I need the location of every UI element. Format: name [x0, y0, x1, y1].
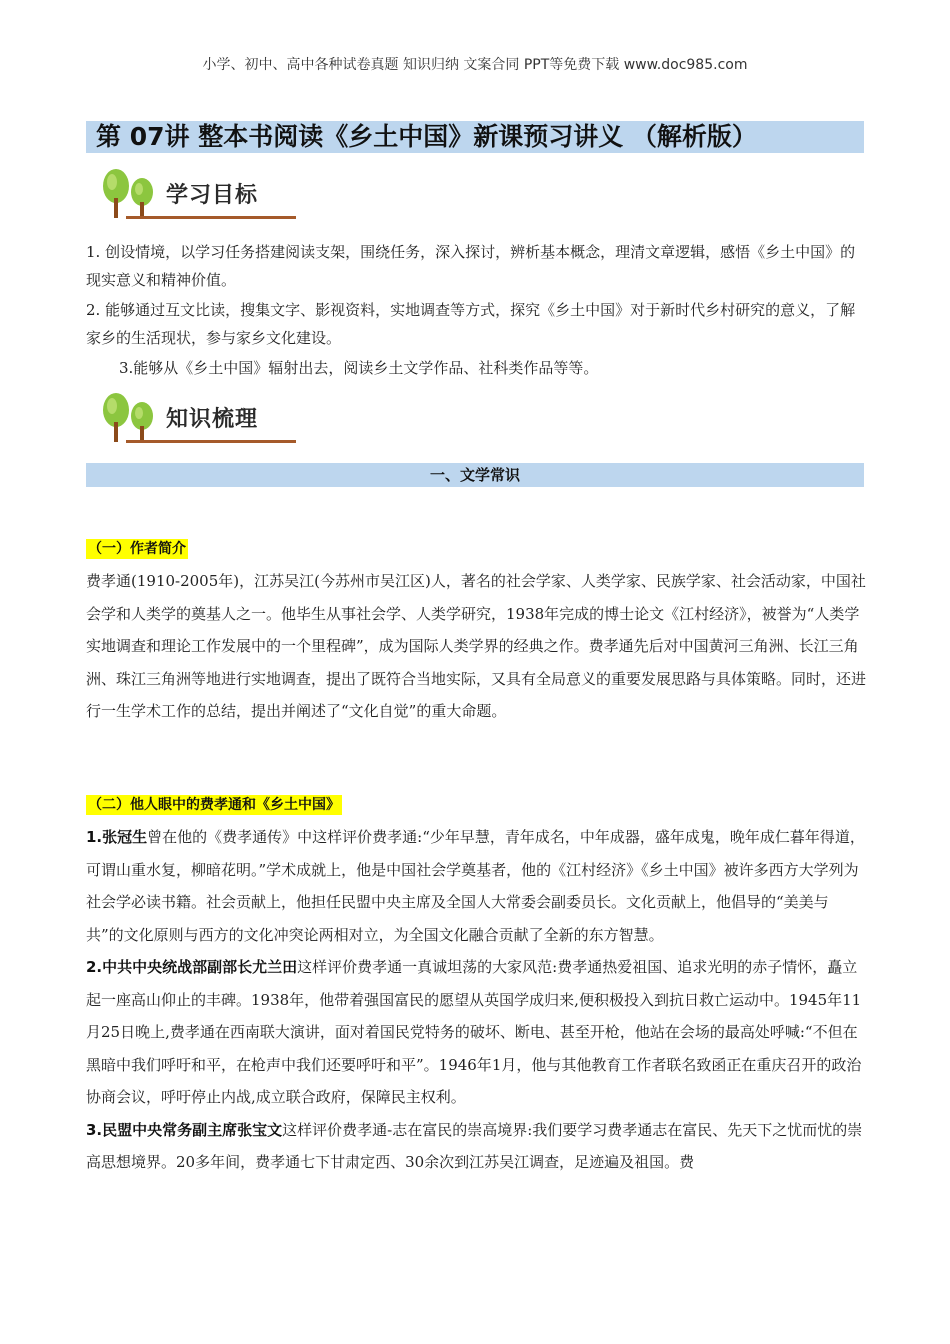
evaluation-item — [86, 951, 866, 1114]
evaluation-item — [86, 1114, 866, 1179]
goal-item: 3.能够从《乡土中国》辐射出去，阅读乡土文学作品、社科类作品等等。 — [119, 359, 599, 377]
evaluation-text: 曾在他的《费孝通传》中这样评价费孝通:“少年早慧，青年成名，中年成器，盛年成鬼，晚年成仁暮年得道，可谓山重水复，柳暗花明。”学术成就上，他是中国社会学奠基者，他的《江村经济》《乡土中国》被许多西方大学列为社会学必读书籍。社会贡献上，他担任民盟中央主席及全国人大常委会副委员长。文化贡献上，他倡导的“美美与共”的文化原则与西方的文化冲突论两相对立，为全国文化融合贡献了全新的东方智慧。 — [86, 828, 865, 944]
evaluation-text: 这样评价费孝通一真诚坦荡的大家风范:费孝通热爱祖国、追求光明的赤子情怀，矗立起一座高山仰止的丰碑。1938年，他带着强国富民的愿望从英国学成归来,便积极投入到抗日救亡运动中。1945年11月25日晚上,费孝通在西南联大演讲，面对着国民党特务的破坏、断电、甚至开枪，他站在会场的最高处呼喊:“不但在黑暗中我们呼吁和平，在枪声中我们还要呼吁和平”。1946年1月，他与其他教育工作者联名致函正在重庆召开的政治协商会议，呼吁停止内战,成立联合政府，保障民主权利。 — [86, 958, 862, 1106]
evaluator-name: 1.张冠生 — [86, 828, 148, 846]
section-heading: 一、文学常识 — [429, 466, 520, 484]
goals-banner — [96, 168, 306, 224]
author-bio-paragraph: 费孝通(1910-2005年)，江苏吴江(今苏州市吴江区)人，著名的社会学家、人类学家、民族学家、社会活动家，中国社会学和人类学的奠基人之一。他毕生从事社会学、人类学研究，1938年完成的博士论文《江村经济》，被誉为“人类学实地调查和理论工作发展中的一个里程碑”，成为国际人类学界的经典之作。费孝通先后对中国黄河三角洲、长江三角洲、珠江三角洲等地进行实地调查，提出了既符合当地实际，又具有全局意义的重要发展思路与具体策略。同时，还进行一生学术工作的总结，提出并阐述了“文化自觉”的重大命题。 — [86, 572, 867, 720]
knowledge-banner-label: 知识梳理 — [166, 407, 259, 432]
evaluator-name: 2.中共中央统战部副部长尤兰田 — [86, 958, 298, 976]
document-title: 第 07讲 整本书阅读《乡土中国》新课预习讲义 （解析版） — [96, 122, 757, 151]
evaluation-text: 这样评价费孝通-志在富民的崇高境界:我们要学习费孝通志在富民、先天下之忧而忧的崇高思想境界。20多年间，费孝通七下甘肃定西、30余次到江苏吴江调查，足迹遍及祖国。费 — [86, 1120, 863, 1171]
title-bar — [86, 121, 864, 153]
evaluation-list — [86, 821, 866, 1179]
banner-underline — [126, 440, 296, 443]
subsection-heading: （二）他人眼中的费孝通和《乡土中国》 — [88, 797, 340, 813]
goal-item: 1. 创设情境，以学习任务搭建阅读支架，围绕任务，深入探讨，辨析基本概念，理清文章逻辑，感悟《乡土中国》的现实意义和精神价值。 — [86, 243, 856, 289]
goal-item: 2. 能够通过互文比读，搜集文字、影视资料，实地调查等方式，探究《乡土中国》对于新时代乡村研究的意义，了解家乡的生活现状，参与家乡文化建设。 — [86, 301, 856, 347]
evaluation-item — [86, 821, 866, 951]
evaluator-name: 3.民盟中央常务副主席张宝文 — [86, 1120, 283, 1139]
knowledge-banner — [96, 392, 306, 448]
goals-banner-label: 学习目标 — [166, 183, 259, 208]
subsection-heading: （一）作者简介 — [88, 541, 186, 557]
section-heading-bar — [86, 463, 864, 487]
page-header: 小学、初中、高中各种试卷真题 知识归纳 文案合同 PPT等免费下载 www.doc985.com — [202, 57, 748, 73]
banner-underline — [126, 216, 296, 219]
